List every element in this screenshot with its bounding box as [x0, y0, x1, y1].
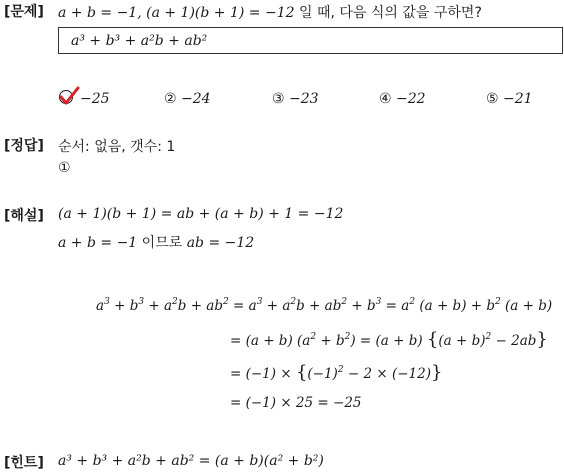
explanation-result: ab = −12: [186, 235, 255, 251]
expression-box: [58, 27, 563, 54]
choice-3-value: −23: [289, 91, 319, 107]
answer-choice: ①: [58, 160, 71, 176]
choice-2-num: ②: [164, 91, 177, 107]
answer-summary: 순서: 없음, 갯수: 1: [58, 139, 176, 155]
choice-5[interactable]: [486, 91, 533, 107]
choice-3-num: ③: [272, 91, 285, 107]
derivation-line-2: = (a + b) $(a^2 + b^2) = (a + b) \{(a + b)^2 - 2ab\}$: [230, 329, 548, 350]
problem-statement: [58, 2, 482, 22]
choice-2[interactable]: [164, 91, 211, 107]
choice-1[interactable]: [80, 91, 110, 107]
problem-condition: a + b = −1, (a + 1)(b + 1) = −12: [58, 5, 295, 21]
choice-1-value: −25: [80, 91, 110, 107]
checkmark-icon: [58, 86, 80, 106]
problem-question: 일 때, 다음 식의 값을 구하면?: [298, 5, 482, 21]
choice-4-num: ④: [379, 91, 392, 107]
choice-3[interactable]: [272, 91, 319, 107]
hint-line: a³ + b³ + a²b + ab² = (a + b)(a² + b²): [58, 453, 324, 469]
choice-4-value: −22: [396, 91, 426, 107]
choice-5-value: −21: [503, 91, 533, 107]
explanation-line-2: [58, 232, 254, 252]
label-explanation: [해설]: [4, 208, 44, 224]
derivation-line-4: = (−1) × 25 = −25: [230, 395, 362, 411]
choice-4[interactable]: [379, 91, 426, 107]
explanation-condition: a + b = −1: [58, 235, 138, 251]
derivation-line-3: = $(-1) \times \{(-1)^2 - 2 \times (-12)\}$: [230, 362, 443, 383]
choice-2-value: −24: [181, 91, 211, 107]
explanation-connector: 이므로: [141, 235, 183, 251]
label-problem: [문제]: [4, 4, 44, 20]
explanation-line-1: (a + 1)(b + 1) = ab + (a + b) + 1 = −12: [58, 206, 344, 222]
label-hint: [힌트]: [4, 455, 44, 471]
label-answer: [정답]: [4, 138, 44, 154]
expression-text: a³ + b³ + a²b + ab²: [71, 33, 208, 49]
choice-5-num: ⑤: [486, 91, 499, 107]
derivation-line-1: $a^3 + b^3 + a^2b + ab^2 = a^3 + a^2b + ab^2 + b^3 = a^2$ $(a + b) + b^2$ (a + b): [96, 297, 553, 314]
